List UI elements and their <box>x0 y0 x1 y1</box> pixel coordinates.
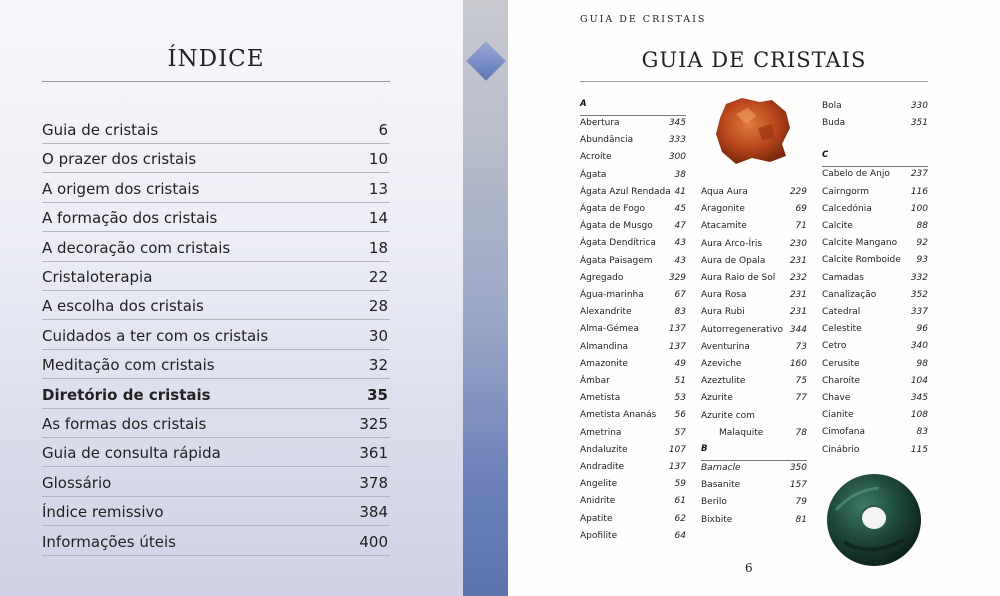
index-entry[interactable] <box>701 288 807 305</box>
index-entry[interactable] <box>701 202 807 219</box>
index-entry-name: Abertura <box>580 118 620 128</box>
toc-entry-label: A escolha dos cristais <box>42 297 204 316</box>
index-entry[interactable] <box>822 253 928 270</box>
index-entry-name: Azurite com <box>701 410 755 421</box>
index-entry-page: 43 <box>674 255 686 266</box>
index-entry[interactable] <box>701 374 807 391</box>
index-entry-page: 38 <box>674 169 686 180</box>
index-entry[interactable] <box>580 391 686 408</box>
index-entry-name: Camadas <box>822 272 864 283</box>
index-entry-name: Andaluzite <box>580 444 628 455</box>
index-entry-page: 67 <box>674 290 686 300</box>
index-entry[interactable] <box>701 513 807 530</box>
index-entry[interactable] <box>580 133 686 150</box>
index-entry-name: Calcite Romboide <box>822 255 901 266</box>
index-entry[interactable] <box>701 461 807 478</box>
index-entry-name: Cairngorm <box>822 186 870 197</box>
index-entry-page: 88 <box>916 221 928 231</box>
index-entry-name: Atacamite <box>701 221 747 232</box>
index-column-1 <box>580 99 686 549</box>
index-title: ÍNDICE <box>167 46 265 72</box>
index-column-3 <box>822 99 928 469</box>
running-head: GUIA DE CRISTAIS <box>580 14 707 25</box>
toc-entry[interactable] <box>42 467 390 497</box>
index-entry-name: Aura Rubi <box>701 307 745 318</box>
index-entry-page: 340 <box>910 341 928 352</box>
green-tumbled-stone-image <box>824 470 924 570</box>
toc-entry[interactable] <box>42 349 390 379</box>
index-entry[interactable] <box>701 323 807 340</box>
index-entry[interactable] <box>580 529 686 546</box>
index-entry-name: Azurite <box>701 393 733 404</box>
index-entry-page: 56 <box>674 410 686 421</box>
index-entry-name: Ametista <box>580 393 621 404</box>
index-entry-name: Ametrina <box>580 427 622 438</box>
index-entry[interactable] <box>822 288 928 305</box>
toc-entry-page: 30 <box>368 326 388 345</box>
index-entry[interactable] <box>701 409 807 426</box>
index-column-2 <box>701 185 807 555</box>
index-entry-page: 78 <box>795 427 807 438</box>
toc-entry[interactable] <box>42 290 390 320</box>
index-entry[interactable] <box>580 168 686 185</box>
index-entry-page: 116 <box>910 186 928 197</box>
index-entry-page: 332 <box>910 272 928 283</box>
index-entry-page: 108 <box>910 410 928 421</box>
title-divider <box>42 81 390 82</box>
toc-entry-page: 400 <box>359 532 388 551</box>
index-entry-name: Abundância <box>580 135 634 146</box>
index-entry-name: Cimofana <box>822 427 865 438</box>
index-entry-name: Chave <box>822 393 851 403</box>
index-entry-name: Âmbar <box>580 376 610 386</box>
index-entry[interactable] <box>580 477 686 494</box>
index-entry-page: 83 <box>674 307 686 318</box>
index-entry[interactable] <box>822 425 928 442</box>
index-entry-name: Canalização <box>822 289 877 300</box>
index-entry-name: Cetro <box>822 341 847 352</box>
index-entry-page: 49 <box>674 358 686 369</box>
index-letter-heading: C <box>822 150 928 167</box>
index-entry-page: 230 <box>789 238 807 249</box>
index-entry-name: Ágata de Fogo <box>580 204 645 214</box>
index-entry-name: Calcedónia <box>822 203 872 214</box>
index-entry-name: Ágata de Musgo <box>580 221 653 232</box>
index-entry[interactable] <box>822 219 928 236</box>
toc-entry-page: 28 <box>368 297 388 316</box>
index-entry-page: 81 <box>795 514 807 525</box>
index-entry-page: 62 <box>674 513 686 524</box>
toc-entry-label: As formas dos cristais <box>42 415 207 433</box>
index-entry-name: Ágata <box>580 169 607 180</box>
index-entry-name: Cinábrio <box>822 444 860 455</box>
index-entry-name: Acroíte <box>580 152 612 163</box>
index-entry-page: 93 <box>916 255 928 266</box>
index-entry-name: Cianite <box>822 410 854 421</box>
index-entry-page: 231 <box>789 290 807 301</box>
index-entry-page: 100 <box>910 203 928 214</box>
index-entry[interactable] <box>701 185 807 202</box>
toc-entry-label: Meditação com cristais <box>42 356 215 375</box>
index-entry-name: Almandina <box>580 341 629 352</box>
index-entry[interactable] <box>580 254 686 271</box>
index-entry[interactable] <box>701 391 807 408</box>
index-entry-name: Aura Rosa <box>701 290 747 301</box>
index-entry-name: Aura de Opala <box>701 255 766 266</box>
index-entry-name: Agregado <box>580 272 624 283</box>
index-letter-heading: A <box>580 99 686 116</box>
index-entry-page: 45 <box>674 204 686 214</box>
toc-entry[interactable] <box>42 408 390 438</box>
index-entry-page: 69 <box>795 204 807 215</box>
index-entry-page: 137 <box>668 341 686 352</box>
index-entry[interactable] <box>580 426 686 443</box>
index-entry-page: 51 <box>674 376 686 386</box>
index-entry-name: Cerusite <box>822 358 860 369</box>
toc-entry[interactable] <box>42 202 390 232</box>
index-entry-name: Malaquite <box>719 427 764 438</box>
index-entry[interactable] <box>701 219 807 236</box>
index-entry[interactable] <box>580 512 686 529</box>
index-entry[interactable] <box>822 374 928 391</box>
index-entry[interactable] <box>822 167 928 184</box>
index-entry-page: 92 <box>916 238 928 249</box>
index-entry[interactable] <box>580 116 686 133</box>
index-entry-name: Amazonite <box>580 358 628 369</box>
index-entry[interactable] <box>580 357 686 374</box>
toc-entry-page: 10 <box>368 150 388 169</box>
index-entry-name: Charoíte <box>822 375 861 386</box>
index-entry-page: 77 <box>795 393 807 404</box>
index-entry-page: 157 <box>789 480 807 491</box>
index-entry-page: 333 <box>668 135 686 146</box>
index-entry-page: 75 <box>795 376 807 387</box>
index-entry-name: Ágata Azul Rendada <box>580 186 671 197</box>
index-entry-name: Cabelo de Anjo <box>822 169 890 180</box>
index-entry[interactable] <box>822 408 928 425</box>
index-entry-page: 344 <box>789 324 807 335</box>
index-entry[interactable] <box>580 219 686 236</box>
index-entry-name: Ametista Ananás <box>580 410 657 421</box>
toc-entry[interactable] <box>42 496 390 526</box>
index-entry[interactable] <box>822 322 928 339</box>
toc-entry-label: O prazer dos cristais <box>42 150 197 169</box>
index-entry-page: 64 <box>674 530 686 541</box>
toc-entry-label: Guia de consulta rápida <box>42 444 221 463</box>
index-entry-page: 345 <box>910 393 928 403</box>
index-entry-name: Anidrite <box>580 496 616 507</box>
index-entry-page: 229 <box>789 187 807 197</box>
index-entry-page: 330 <box>910 101 928 111</box>
index-entry[interactable] <box>580 236 686 253</box>
index-entry[interactable] <box>580 374 686 391</box>
index-entry-page: 104 <box>910 375 928 386</box>
guide-title: GUIA DE CRISTAIS <box>641 48 867 72</box>
index-entry-page: 329 <box>668 272 686 283</box>
index-entry[interactable] <box>580 340 686 357</box>
toc-entry[interactable] <box>42 143 390 173</box>
index-entry-page: 107 <box>668 444 686 455</box>
book-spine <box>463 0 508 596</box>
toc-entry-page: 6 <box>378 121 388 139</box>
index-entry-page: 61 <box>674 496 686 507</box>
index-entry-name: Celestite <box>822 324 862 335</box>
index-entry[interactable] <box>822 236 928 253</box>
index-entry-page: 137 <box>668 324 686 335</box>
toc-entry[interactable] <box>42 232 390 262</box>
index-entry[interactable] <box>822 185 928 202</box>
index-entry[interactable] <box>701 254 807 271</box>
index-entry[interactable] <box>701 478 807 495</box>
index-entry[interactable] <box>580 202 686 219</box>
index-entry-page: 237 <box>910 169 928 180</box>
index-entry[interactable] <box>822 99 928 116</box>
index-entry-page: 300 <box>668 152 686 163</box>
index-entry[interactable] <box>701 357 807 374</box>
index-entry[interactable] <box>822 391 928 408</box>
index-entry[interactable] <box>580 305 686 322</box>
index-entry-page: 231 <box>789 255 807 266</box>
index-entry-name: Calcite <box>822 221 853 231</box>
index-entry-page: 43 <box>674 238 686 249</box>
page-number: 6 <box>745 561 753 575</box>
toc-entry-page: 361 <box>359 444 388 463</box>
index-entry-name: Azeztulite <box>701 376 746 387</box>
toc-entry[interactable] <box>42 320 390 350</box>
index-entry[interactable] <box>822 443 928 460</box>
index-entry[interactable] <box>822 271 928 288</box>
index-entry[interactable] <box>701 237 807 254</box>
index-entry-page: 96 <box>916 324 928 335</box>
index-entry[interactable] <box>580 443 686 460</box>
index-entry-page: 83 <box>916 427 928 438</box>
index-entry-name: Apatite <box>580 513 613 524</box>
orange-crystal-image <box>712 94 792 166</box>
toc-entry-label: Cristaloterapia <box>42 268 153 286</box>
toc-entry-label: Informações úteis <box>42 532 176 551</box>
index-entry-name: Azeviche <box>701 359 742 369</box>
toc-entry-page: 378 <box>359 473 388 492</box>
toc-entry-label: A formação dos cristais <box>42 209 218 228</box>
index-entry-page: 352 <box>910 289 928 300</box>
guide-title-divider <box>580 81 928 82</box>
toc-entry-page: 35 <box>367 385 388 404</box>
toc-entry[interactable] <box>42 379 390 409</box>
index-entry-name: Andradite <box>580 462 625 472</box>
toc-entry[interactable] <box>42 437 390 467</box>
index-entry-name: Bola <box>822 101 842 111</box>
toc-entry-page: 325 <box>359 415 388 433</box>
toc-entry-label: Índice remissivo <box>42 503 164 522</box>
index-entry[interactable] <box>822 357 928 374</box>
index-entry-page: 137 <box>668 462 686 472</box>
index-entry-page: 160 <box>789 359 807 369</box>
index-entry-page: 41 <box>674 186 686 197</box>
toc-entry[interactable] <box>42 261 390 291</box>
index-entry-name: Autorregenerativo <box>701 324 784 335</box>
index-entry-name: Basanite <box>701 480 741 491</box>
index-entry[interactable] <box>701 305 807 322</box>
index-entry[interactable] <box>580 185 686 202</box>
index-entry[interactable] <box>580 408 686 425</box>
index-entry-name: Catedral <box>822 307 861 317</box>
toc-entry-page: 13 <box>368 179 388 198</box>
index-entry-page: 350 <box>789 463 807 473</box>
toc-entry-label: Glossário <box>42 473 112 492</box>
index-entry-name: Aura Arco-Íris <box>701 238 763 249</box>
index-entry-page: 79 <box>795 497 807 508</box>
index-entry-page: 98 <box>916 358 928 369</box>
index-entry-page: 351 <box>910 118 928 129</box>
index-entry-name: Água-marinha <box>580 290 644 300</box>
index-entry-name: Apofilite <box>580 530 618 541</box>
index-entry-name: Aura Raio de Sol <box>701 273 776 283</box>
index-entry-page: 232 <box>789 273 807 283</box>
toc-entry-page: 384 <box>359 503 388 522</box>
index-entry-page: 57 <box>674 427 686 438</box>
index-letter-heading: B <box>701 444 807 461</box>
index-entry[interactable] <box>580 271 686 288</box>
index-entry[interactable] <box>822 116 928 133</box>
index-entry-name: Bixbite <box>701 514 733 525</box>
index-entry-page: 59 <box>674 479 686 490</box>
index-entry[interactable] <box>701 495 807 512</box>
index-entry[interactable] <box>701 271 807 288</box>
index-entry-name: Barnacle <box>701 463 741 473</box>
index-entry-name: Alma-Gémea <box>580 324 639 335</box>
index-entry[interactable] <box>580 288 686 305</box>
index-entry-name: Angelite <box>580 479 618 490</box>
index-entry[interactable] <box>580 150 686 167</box>
index-entry[interactable] <box>580 494 686 511</box>
toc-entry[interactable] <box>42 114 390 144</box>
index-entry[interactable] <box>701 340 807 357</box>
index-entry[interactable] <box>822 305 928 322</box>
index-entry[interactable] <box>580 460 686 477</box>
index-entry-name: Ágata Paisagem <box>580 255 653 266</box>
index-entry[interactable] <box>701 426 807 443</box>
index-entry-page: 115 <box>910 444 928 455</box>
index-entry-name: Aqua Aura <box>701 187 748 197</box>
index-entry-page: 73 <box>795 341 807 352</box>
toc-entry[interactable] <box>42 526 390 556</box>
index-entry-name: Buda <box>822 118 846 129</box>
toc-entry-page: 22 <box>368 268 388 286</box>
index-entry-page: 71 <box>795 221 807 232</box>
toc-entry-label: A origem dos cristais <box>42 179 200 198</box>
index-entry-page: 231 <box>789 307 807 318</box>
toc-entry-page: 32 <box>368 356 388 375</box>
index-entry-page: 345 <box>668 118 686 128</box>
index-entry-name: Calcite Mangano <box>822 238 898 249</box>
index-entry-name: Alexandrite <box>580 307 632 318</box>
toc-entry-label: Cuidados a ter com os cristais <box>42 326 269 345</box>
toc-entry-label: A decoração com cristais <box>42 238 231 257</box>
toc-entry[interactable] <box>42 173 390 203</box>
index-entry-page: 47 <box>674 221 686 232</box>
index-entry[interactable] <box>822 202 928 219</box>
index-entry-name: Berilo <box>701 497 727 508</box>
index-entry[interactable] <box>580 322 686 339</box>
index-entry-name: Aragonite <box>701 204 745 215</box>
index-entry-name: Aventurina <box>701 341 750 352</box>
toc-entry-page: 18 <box>368 238 388 257</box>
index-entry-page: 53 <box>674 393 686 404</box>
toc-entry-label: Diretório de cristais <box>42 385 211 404</box>
index-entry[interactable] <box>822 339 928 356</box>
index-entry-page: 337 <box>910 307 928 317</box>
toc-entry-label: Guia de cristais <box>42 121 159 139</box>
index-entry-name: Ágata Dendítrica <box>580 238 656 249</box>
toc-entry-page: 14 <box>368 209 388 228</box>
